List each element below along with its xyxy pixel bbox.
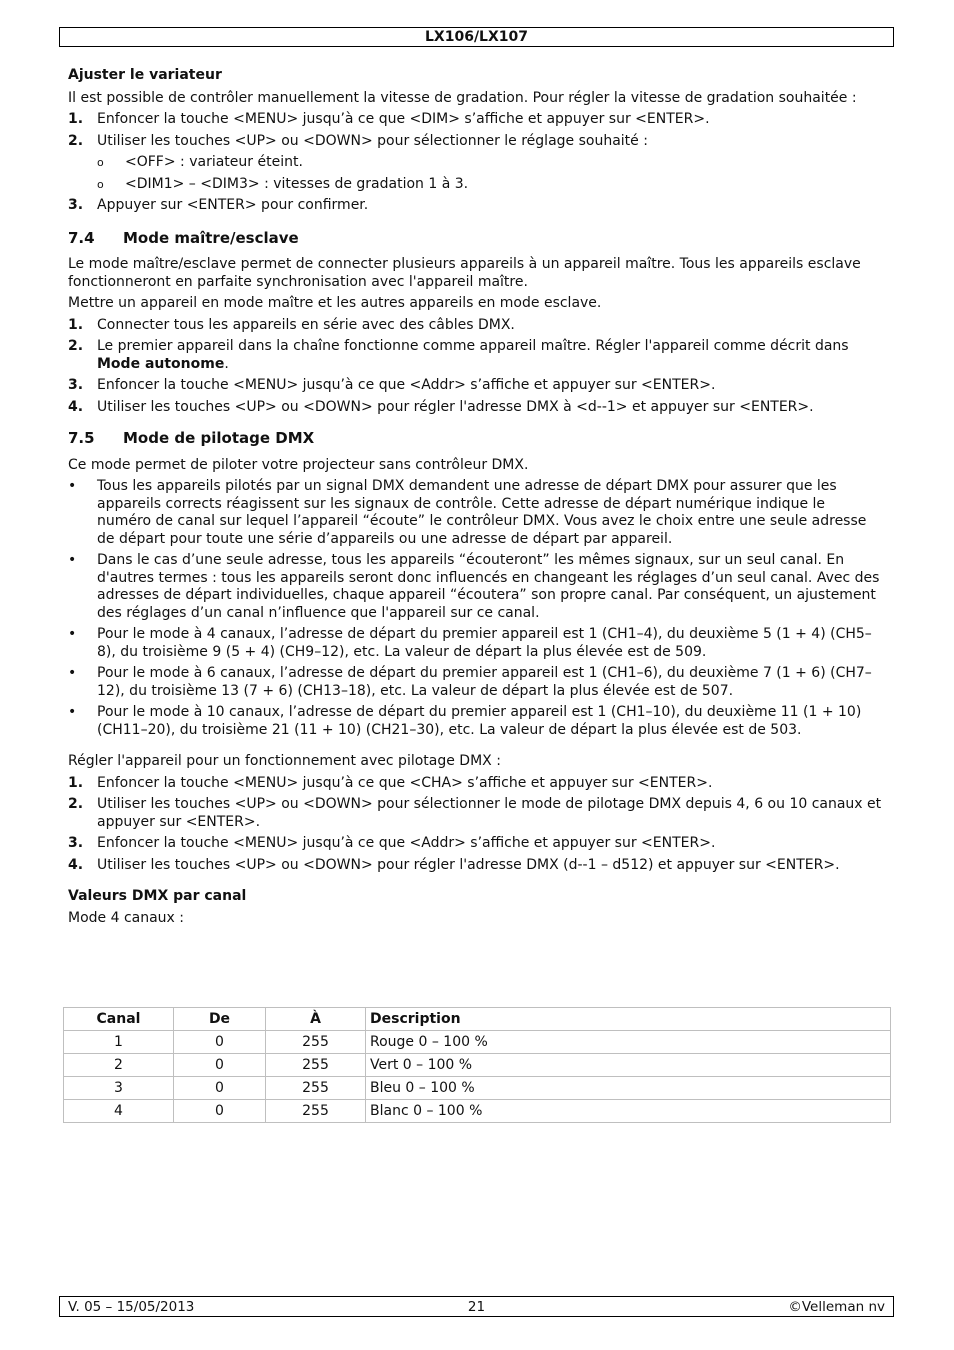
values-heading: Valeurs DMX par canal — [68, 888, 247, 904]
step-number: 3. — [68, 377, 84, 393]
section-heading-dmx — [68, 430, 883, 448]
dmx-bullet-4 — [68, 665, 883, 700]
bullet-text: Pour le mode à 10 canaux, l’adresse de départ du premier appareil est 1 (CH1–10), du deuxième 11 (1 + 10) (CH11–20), du troisième 21 (11 + 10) (CH21–30), etc. La valeur de départ la plus élevée est de 503. — [97, 704, 862, 738]
table-cell: 2 — [64, 1054, 174, 1077]
table-cell: Blanc 0 – 100 % — [366, 1100, 891, 1123]
bullet-icon: • — [68, 665, 77, 681]
dmx-bullet-5 — [68, 704, 883, 739]
circle-bullet-icon: o — [97, 156, 104, 169]
version-date: V. 05 – 15/05/2013 — [68, 1299, 195, 1315]
dmx-bullet-3 — [68, 626, 883, 661]
step-text: Utiliser les touches <UP> ou <DOWN> pour sélectionner le mode de pilotage DMX depuis 4, 6 ou 10 canaux et appuyer sur <ENTER>. — [97, 796, 882, 830]
table-row — [64, 1054, 891, 1077]
step-number: 2. — [68, 132, 84, 149]
step-number: 1. — [68, 774, 84, 791]
dimmer-option-dim — [68, 176, 883, 194]
table-cell: 1 — [64, 1031, 174, 1054]
master-step-3 — [68, 377, 883, 395]
master-step-4 — [68, 399, 883, 417]
page-number: 21 — [467, 1299, 486, 1315]
table-row — [64, 1031, 891, 1054]
table-cell: 255 — [266, 1100, 366, 1123]
step-tail: . — [224, 355, 229, 372]
bullet-text: Pour le mode à 6 canaux, l’adresse de départ du premier appareil est 1 (CH1–6), du deuxième 7 (1 + 6) (CH7–12), du troisième 13 (7 + 6) (CH13–18), etc. La valeur de départ la plus élevée est de 507. — [97, 665, 872, 699]
master-para-2: Mettre un appareil en mode maître et les autres appareils en mode esclave. — [68, 295, 602, 311]
dimmer-intro: Il est possible de contrôler manuellement la vitesse de gradation. Pour régler la vitesse de gradation souhaitée : — [68, 89, 857, 106]
section-title: Mode maître/esclave — [123, 228, 299, 247]
column-header: Description — [366, 1008, 891, 1031]
dmx-bullet-1 — [68, 478, 883, 548]
dmx-step-2 — [68, 796, 883, 831]
step-text: Enfoncer la touche <MENU> jusqu’à ce que <DIM> s’affiche et appuyer sur <ENTER>. — [97, 111, 710, 127]
step-text: Le premier appareil dans la chaîne fonctionne comme appareil maître. Régler l'appareil comme décrit dans — [97, 338, 849, 354]
page-content — [68, 67, 883, 931]
bullet-icon: • — [68, 704, 77, 720]
dmx-setup-intro: Régler l'appareil pour un fonctionnement avec pilotage DMX : — [68, 753, 501, 769]
column-header: De — [174, 1008, 266, 1031]
step-number: 4. — [68, 856, 84, 873]
dimmer-step-3 — [68, 197, 883, 215]
table-cell: 0 — [174, 1031, 266, 1054]
master-para-1: Le mode maître/esclave permet de connecter plusieurs appareils à un appareil maître. Tous les appareils esclave fonctionneront en parfaite synchronisation avec l'appareil maître. — [68, 256, 861, 290]
dmx-values-table — [63, 1007, 891, 1123]
model-title: LX106/LX107 — [425, 29, 528, 45]
option-text: <DIM1> – <DIM3> : vitesses de gradation 1 à 3. — [125, 175, 469, 192]
bullet-icon: • — [68, 478, 77, 494]
step-number: 1. — [68, 111, 84, 127]
step-text: Enfoncer la touche <MENU> jusqu’à ce que <CHA> s’affiche et appuyer sur <ENTER>. — [97, 774, 713, 791]
step-text: Enfoncer la touche <MENU> jusqu’à ce que <Addr> s’affiche et appuyer sur <ENTER>. — [97, 377, 716, 393]
bullet-icon: • — [68, 626, 77, 642]
dimmer-heading: Ajuster le variateur — [68, 67, 222, 83]
copyright: ©Velleman nv — [788, 1299, 885, 1315]
table-cell: 0 — [174, 1100, 266, 1123]
dmx-bullet-2 — [68, 552, 883, 622]
table-row — [64, 1100, 891, 1123]
dmx-step-3 — [68, 835, 883, 853]
step-number: 1. — [68, 316, 84, 333]
step-number: 4. — [68, 398, 84, 415]
table-cell: 255 — [266, 1031, 366, 1054]
table-header-row — [64, 1008, 891, 1031]
circle-bullet-icon: o — [97, 177, 104, 191]
bullet-text: Pour le mode à 4 canaux, l’adresse de départ du premier appareil est 1 (CH1–4), du deuxième 5 (1 + 4) (CH5–8), du troisième 9 (5 + 4) (CH9–12), etc. La valeur de départ la plus élevée est de 509. — [97, 626, 872, 660]
bullet-text: Dans le cas d’une seule adresse, tous les appareils “écouteront” les mêmes signaux, sur un seul canal. En d'autres termes : tous les appareils seront donc influencés en changeant les réglages d’un seul canal. Avec des adresses de départ individuelles, chaque appareil “écoutera” son propre canal. Par conséquent, un ajustement des réglages d’un canal n’influence que l'appareil sur ce canal. — [97, 552, 880, 621]
step-text: Appuyer sur <ENTER> pour confirmer. — [97, 197, 369, 213]
table-row — [64, 1077, 891, 1100]
dimmer-step-2 — [68, 133, 883, 151]
step-text: Utiliser les touches <UP> ou <DOWN> pour sélectionner le réglage souhaité : — [97, 132, 648, 149]
option-text: <OFF> : variateur éteint. — [125, 154, 303, 170]
step-number: 2. — [68, 338, 84, 354]
dmx-step-1 — [68, 775, 883, 793]
table-cell: 0 — [174, 1054, 266, 1077]
table-cell: 255 — [266, 1077, 366, 1100]
table-cell: 4 — [64, 1100, 174, 1123]
step-text: Connecter tous les appareils en série avec des câbles DMX. — [97, 316, 515, 333]
dmx-step-4 — [68, 857, 883, 875]
section-number: 7.4 — [68, 228, 95, 247]
section-title: Mode de pilotage DMX — [123, 429, 315, 447]
step-number: 3. — [68, 197, 84, 213]
master-step-1 — [68, 317, 883, 335]
step-text: Enfoncer la touche <MENU> jusqu’à ce que <Addr> s’affiche et appuyer sur <ENTER>. — [97, 835, 716, 851]
table-cell: Rouge 0 – 100 % — [366, 1031, 891, 1054]
step-number: 3. — [68, 835, 84, 851]
table-cell: 255 — [266, 1054, 366, 1077]
values-mode: Mode 4 canaux : — [68, 909, 185, 926]
table-cell: Vert 0 – 100 % — [366, 1054, 891, 1077]
dmx-intro: Ce mode permet de piloter votre projecteur sans contrôleur DMX. — [68, 456, 529, 473]
page-footer — [59, 1296, 894, 1317]
column-header: À — [266, 1008, 366, 1031]
dimmer-option-off — [68, 154, 883, 172]
step-text: Utiliser les touches <UP> ou <DOWN> pour régler l'adresse DMX (d--1 – d512) et appuyer sur <ENTER>. — [97, 856, 840, 873]
step-number: 2. — [68, 796, 84, 812]
section-heading-master — [68, 230, 883, 248]
bullet-icon: • — [68, 552, 77, 568]
bullet-text: Tous les appareils pilotés par un signal DMX demandent une adresse de départ DMX pour assurer que les appareils corrects réagissent sur les signaux de contrôle. Cette adresse de départ numérique indique le numéro de canal sur lequel l’appareil “écoute” le contrôleur DMX. Vous avez le choix entre une seule adresse de départ pour toute une série d’appareils ou une adresse de départ par appareil. — [97, 478, 867, 547]
table-cell: Bleu 0 – 100 % — [366, 1077, 891, 1100]
dimmer-step-1 — [68, 111, 883, 129]
table-cell: 0 — [174, 1077, 266, 1100]
master-step-2 — [68, 338, 883, 373]
page-header — [59, 27, 894, 47]
step-bold-text: Mode autonome — [97, 355, 225, 372]
column-header: Canal — [64, 1008, 174, 1031]
table-cell: 3 — [64, 1077, 174, 1100]
section-number: 7.5 — [68, 429, 95, 447]
step-text: Utiliser les touches <UP> ou <DOWN> pour régler l'adresse DMX à <d--1> et appuyer sur <ENTER>. — [97, 398, 814, 415]
